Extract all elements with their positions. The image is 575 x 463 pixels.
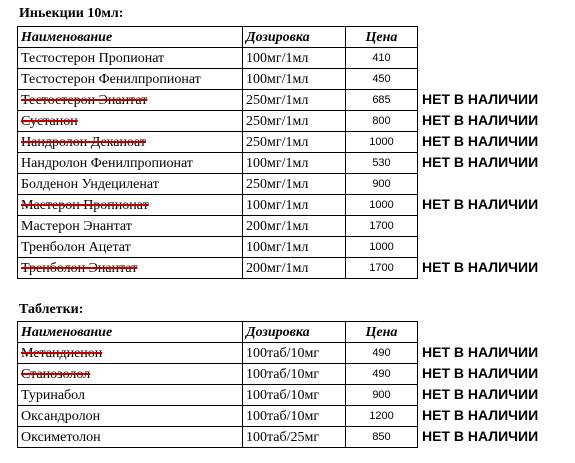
product-price: 490 (372, 346, 391, 359)
product-dose: 100мг/1мл (246, 197, 309, 213)
product-price: 1000 (369, 198, 394, 211)
product-name: Оксиметолон (21, 429, 101, 445)
table-row (18, 195, 418, 216)
product-price: 410 (372, 51, 391, 64)
product-dose: 250мг/1мл (246, 92, 309, 108)
product-name-cell (18, 343, 243, 364)
product-price: 530 (372, 156, 391, 169)
product-price: 800 (372, 114, 391, 127)
table-row (18, 385, 418, 406)
product-price-cell (346, 258, 418, 279)
table-row (18, 174, 418, 195)
product-price-cell (346, 69, 418, 90)
product-name: Тестостерон Фенилпропионат (21, 71, 201, 87)
product-dose-cell (243, 385, 346, 406)
product-dose: 100мг/1мл (246, 71, 309, 87)
product-dose: 100мг/1мл (246, 50, 309, 66)
product-price: 490 (372, 367, 391, 380)
product-name-cell (18, 195, 243, 216)
product-name-cell (18, 427, 243, 448)
product-dose-cell (243, 364, 346, 385)
product-name-cell (18, 237, 243, 258)
product-name: Тренболон Ацетат (21, 239, 131, 255)
product-name-cell (18, 132, 243, 153)
product-name-cell (18, 364, 243, 385)
product-name: Станозолол (21, 366, 91, 382)
product-name: Туринабол (21, 387, 85, 403)
product-name-cell (18, 258, 243, 279)
product-dose: 100таб/25мг (246, 429, 320, 445)
header-name: Наименование (18, 27, 243, 48)
table-row (18, 90, 418, 111)
product-dose: 100таб/10мг (246, 387, 320, 403)
table-row (18, 216, 418, 237)
product-name: Болденон Ундециленат (21, 176, 159, 192)
header-dose: Дозировка (243, 322, 346, 343)
product-name: Метандиенон (21, 345, 103, 361)
availability-status: НЕТ В НАЛИЧИИ (422, 133, 539, 149)
tablets-header-row (18, 322, 418, 343)
product-name-cell (18, 48, 243, 69)
header-dose: Дозировка (243, 27, 346, 48)
product-price-cell (346, 111, 418, 132)
header-price: Цена (346, 27, 418, 48)
product-name: Мастерон Энантат (21, 218, 132, 234)
product-price-cell (346, 48, 418, 69)
product-price-cell (346, 364, 418, 385)
injections-table (17, 26, 418, 279)
product-name-cell (18, 216, 243, 237)
tablets-table (17, 321, 418, 448)
product-dose-cell (243, 111, 346, 132)
product-dose-cell (243, 258, 346, 279)
product-price-cell (346, 153, 418, 174)
product-name-cell (18, 111, 243, 132)
table-row (18, 258, 418, 279)
product-price: 1700 (369, 261, 394, 274)
product-name: Мастерон Пропионат (21, 197, 149, 213)
product-name-cell (18, 90, 243, 111)
product-dose: 100мг/1мл (246, 155, 309, 171)
table-row (18, 132, 418, 153)
availability-status: НЕТ В НАЛИЧИИ (422, 196, 539, 212)
table-row (18, 111, 418, 132)
product-name-cell (18, 153, 243, 174)
table-row (18, 406, 418, 427)
product-name-cell (18, 69, 243, 90)
header-price: Цена (346, 322, 418, 343)
product-name-cell (18, 406, 243, 427)
product-price-cell (346, 406, 418, 427)
injections-title: Иньекции 10мл: (19, 6, 124, 21)
product-price-cell (346, 90, 418, 111)
product-dose: 250мг/1мл (246, 176, 309, 192)
product-price-cell (346, 237, 418, 258)
table-row (18, 48, 418, 69)
product-price-cell (346, 195, 418, 216)
availability-status: НЕТ В НАЛИЧИИ (422, 112, 539, 128)
product-price: 900 (372, 388, 391, 401)
availability-status: НЕТ В НАЛИЧИИ (422, 91, 539, 107)
availability-status: НЕТ В НАЛИЧИИ (422, 365, 539, 381)
product-name: Оксандролон (21, 408, 101, 424)
product-dose-cell (243, 174, 346, 195)
product-price-cell (346, 216, 418, 237)
product-name: Тренболон Энантат (21, 260, 138, 276)
product-dose-cell (243, 195, 346, 216)
product-dose-cell (243, 427, 346, 448)
product-price: 450 (372, 72, 391, 85)
product-price: 685 (372, 93, 391, 106)
product-dose-cell (243, 153, 346, 174)
injections-header-row (18, 27, 418, 48)
tablets-title: Таблетки: (19, 302, 84, 317)
product-dose-cell (243, 343, 346, 364)
table-row (18, 364, 418, 385)
product-name: Нандролон Фенилпропионат (21, 155, 193, 171)
table-row (18, 153, 418, 174)
product-name: Тестостерон Энантат (21, 92, 148, 108)
product-price: 850 (372, 430, 391, 443)
availability-status: НЕТ В НАЛИЧИИ (422, 407, 539, 423)
availability-status: НЕТ В НАЛИЧИИ (422, 428, 539, 444)
product-dose-cell (243, 69, 346, 90)
product-price-cell (346, 385, 418, 406)
product-dose-cell (243, 237, 346, 258)
product-dose-cell (243, 48, 346, 69)
availability-status: НЕТ В НАЛИЧИИ (422, 259, 539, 275)
product-price: 1000 (369, 135, 394, 148)
product-dose: 100мг/1мл (246, 239, 309, 255)
table-row (18, 69, 418, 90)
product-dose-cell (243, 216, 346, 237)
product-price: 1700 (369, 219, 394, 232)
product-name: Сустанон (21, 113, 78, 129)
product-name: Нандролон Деканоат (21, 134, 146, 150)
table-row (18, 343, 418, 364)
table-row (18, 237, 418, 258)
product-price-cell (346, 343, 418, 364)
product-name: Тестостерон Пропионат (21, 50, 165, 66)
product-dose: 250мг/1мл (246, 134, 309, 150)
product-price-cell (346, 427, 418, 448)
product-price: 900 (372, 177, 391, 190)
product-dose: 250мг/1мл (246, 113, 309, 129)
availability-status: НЕТ В НАЛИЧИИ (422, 154, 539, 170)
product-dose: 100таб/10мг (246, 345, 320, 361)
availability-status: НЕТ В НАЛИЧИИ (422, 344, 539, 360)
product-name-cell (18, 174, 243, 195)
product-dose-cell (243, 406, 346, 427)
product-dose: 100таб/10мг (246, 366, 320, 382)
product-price: 1000 (369, 240, 394, 253)
product-price-cell (346, 132, 418, 153)
product-dose-cell (243, 132, 346, 153)
product-dose: 100таб/10мг (246, 408, 320, 424)
product-price: 1200 (369, 409, 394, 422)
product-name-cell (18, 385, 243, 406)
product-dose-cell (243, 90, 346, 111)
product-dose: 200мг/1мл (246, 260, 309, 276)
table-row (18, 427, 418, 448)
header-name: Наименование (18, 322, 243, 343)
product-price-cell (346, 174, 418, 195)
availability-status: НЕТ В НАЛИЧИИ (422, 386, 539, 402)
product-dose: 200мг/1мл (246, 218, 309, 234)
